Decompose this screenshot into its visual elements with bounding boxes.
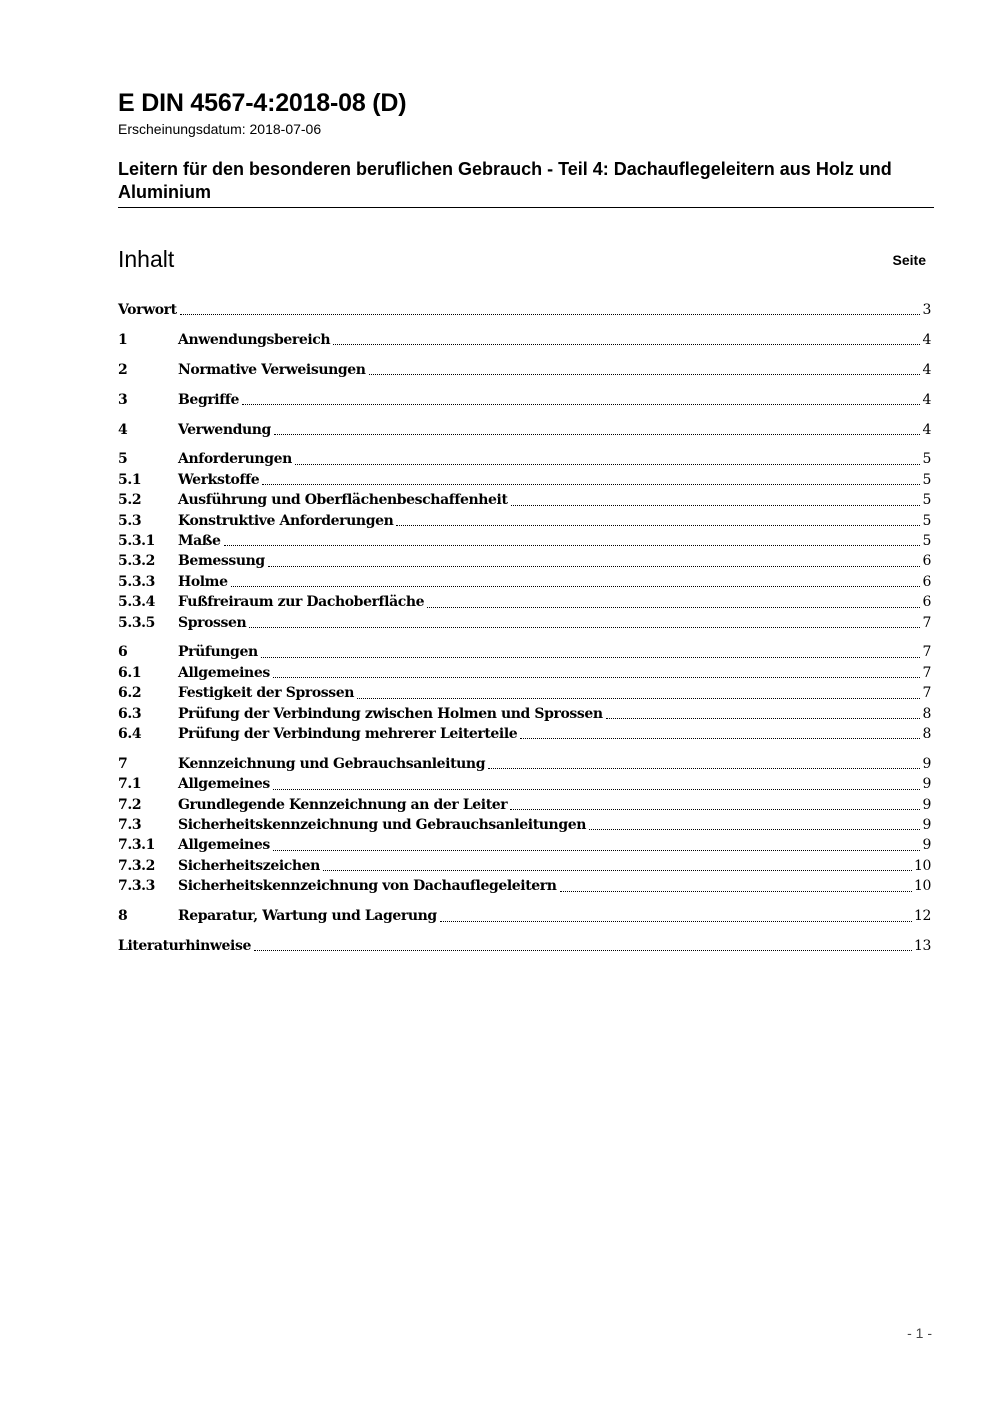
toc-entry-title: Vorwort [118, 302, 177, 318]
toc-entry-page: 7 [922, 685, 931, 702]
toc-leader [295, 463, 921, 465]
toc-entry-number: 7.3 [118, 817, 142, 834]
toc-entry-page: 10 [913, 878, 931, 895]
toc-leader [274, 433, 921, 435]
toc-entry-title: Prüfung der Verbindung mehrerer Leiterteile [178, 726, 518, 743]
toc-entry-title: Maße [178, 533, 221, 550]
toc-leader [249, 626, 920, 628]
toc-leader [396, 524, 920, 526]
toc-entry-page: 5 [922, 451, 931, 468]
toc-entry[interactable] [118, 906, 931, 926]
toc-entry-title: Festigkeit der Sprossen [178, 685, 355, 702]
toc-entry-page: 8 [922, 705, 931, 722]
toc-entry[interactable] [118, 470, 931, 490]
toc-entry-title: Begriffe [178, 391, 239, 408]
toc-entry-number: 2 [118, 361, 128, 378]
table-of-contents [118, 300, 931, 956]
toc-entry[interactable] [118, 835, 931, 855]
toc-heading-row [118, 244, 926, 276]
toc-entry-title: Allgemeines [178, 837, 270, 854]
toc-entry-number: 1 [118, 331, 128, 348]
toc-entry[interactable] [118, 663, 931, 683]
toc-entry-title: Sicherheitszeichen [178, 857, 320, 874]
toc-entry[interactable] [118, 531, 931, 551]
toc-entry-number: 5 [118, 451, 128, 468]
toc-entry-title: Verwendung [178, 421, 271, 438]
toc-entry-title: Werkstoffe [178, 471, 260, 488]
toc-entry-page: 3 [922, 302, 931, 318]
toc-entry-title: Konstruktive Anforderungen [178, 512, 394, 529]
toc-entry-title: Sicherheitskennzeichnung und Gebrauchsanleitungen [178, 817, 586, 834]
toc-entry-title: Allgemeines [178, 664, 270, 681]
toc-entry[interactable] [118, 704, 931, 724]
toc-entry[interactable] [118, 856, 931, 876]
toc-entry-title: Anwendungsbereich [178, 331, 331, 348]
page-column-label: Seite [892, 252, 926, 268]
toc-entry-page: 9 [922, 755, 931, 772]
toc-entry[interactable] [118, 551, 931, 571]
toc-leader [427, 606, 920, 608]
toc-entry-number: 6.4 [118, 726, 142, 743]
toc-entry-title: Holme [178, 573, 228, 590]
toc-entry[interactable] [118, 490, 931, 510]
toc-leader [369, 373, 921, 375]
toc-entry-title: Sicherheitskennzeichnung von Dachauflegeleitern [178, 878, 557, 895]
toc-entry[interactable] [118, 754, 931, 774]
toc-entry[interactable] [118, 592, 931, 612]
toc-entry-number: 7.3.3 [118, 878, 155, 895]
toc-entry[interactable] [118, 572, 931, 592]
toc-entry-page: 6 [922, 573, 931, 590]
toc-entry[interactable] [118, 420, 931, 440]
toc-leader [511, 504, 921, 506]
toc-entry-number: 6.1 [118, 664, 142, 681]
toc-entry-title: Anforderungen [178, 451, 292, 468]
toc-entry[interactable] [118, 511, 931, 531]
toc-entry-number: 5.3.3 [118, 573, 155, 590]
toc-leader [231, 585, 921, 587]
document-id: E DIN 4567-4:2018-08 (D) [118, 89, 407, 117]
toc-leader [560, 890, 912, 892]
toc-leader [273, 849, 921, 851]
toc-entry-page: 9 [922, 817, 931, 834]
toc-entry-number: 7 [118, 755, 128, 772]
toc-entry[interactable] [118, 642, 931, 662]
toc-entry-page: 9 [922, 796, 931, 813]
toc-entry-number: 5.3.4 [118, 594, 155, 611]
toc-entry-page: 6 [922, 594, 931, 611]
toc-entry-page: 12 [913, 908, 931, 925]
toc-entry-number: 5.3 [118, 512, 142, 529]
toc-leader [273, 676, 921, 678]
toc-leader [224, 544, 921, 546]
toc-entry-page: 9 [922, 776, 931, 793]
toc-leader [333, 343, 920, 345]
toc-entry-number: 5.3.1 [118, 533, 155, 550]
toc-leader [254, 949, 912, 951]
toc-entry-page: 10 [913, 857, 931, 874]
toc-entry-number: 5.3.5 [118, 614, 155, 631]
toc-entry-title: Ausführung und Oberflächenbeschaffenheit [178, 492, 508, 509]
toc-entry-number: 6 [118, 644, 128, 661]
toc-leader [262, 483, 920, 485]
toc-entry-page: 4 [922, 391, 931, 408]
toc-leader [261, 656, 921, 658]
toc-entry-number: 3 [118, 391, 128, 408]
toc-entry[interactable] [118, 876, 931, 896]
toc-leader [589, 828, 920, 830]
toc-entry-number: 7.1 [118, 776, 142, 793]
toc-entry-page: 4 [922, 421, 931, 438]
toc-entry-page: 5 [922, 492, 931, 509]
document-header [118, 88, 934, 137]
toc-leader [273, 788, 921, 790]
toc-entry-page: 7 [922, 644, 931, 661]
toc-entry[interactable] [118, 774, 931, 794]
toc-entry[interactable] [118, 300, 931, 320]
toc-entry[interactable] [118, 815, 931, 835]
toc-entry-number: 4 [118, 421, 128, 438]
publication-date: Erscheinungsdatum: 2018-07-06 [118, 121, 322, 137]
toc-entry-title: Prüfung der Verbindung zwischen Holmen und Sprossen [178, 705, 603, 722]
toc-leader [440, 920, 912, 922]
toc-heading: Inhalt [118, 246, 175, 272]
toc-leader [510, 808, 920, 810]
toc-entry-title: Bemessung [178, 553, 265, 570]
toc-entry-number: 6.2 [118, 685, 142, 702]
toc-entry-title: Normative Verweisungen [178, 361, 366, 378]
toc-entry-title: Sprossen [178, 614, 247, 631]
page-number: - 1 - [907, 1325, 932, 1341]
toc-entry-title: Prüfungen [178, 644, 258, 661]
toc-leader [180, 313, 921, 315]
toc-entry-number: 7.2 [118, 796, 142, 813]
toc-entry[interactable] [118, 683, 931, 703]
toc-leader [242, 403, 921, 405]
toc-entry-title: Allgemeines [178, 776, 270, 793]
toc-leader [520, 737, 920, 739]
toc-entry-number: 6.3 [118, 705, 142, 722]
toc-leader [357, 697, 920, 699]
toc-entry[interactable] [118, 360, 931, 380]
toc-entry-page: 7 [922, 614, 931, 631]
toc-entry-page: 8 [922, 726, 931, 743]
toc-leader [268, 565, 921, 567]
toc-entry-number: 7.3.1 [118, 837, 155, 854]
toc-entry-page: 7 [922, 664, 931, 681]
toc-leader [323, 869, 912, 871]
toc-entry-title: Grundlegende Kennzeichnung an der Leiter [178, 796, 508, 813]
toc-entry-page: 4 [922, 331, 931, 348]
toc-leader [488, 767, 920, 769]
toc-entry[interactable] [118, 449, 931, 469]
toc-entry-number: 5.1 [118, 471, 142, 488]
toc-entry[interactable] [118, 390, 931, 410]
toc-entry[interactable] [118, 724, 931, 744]
toc-entry-number: 5.3.2 [118, 553, 155, 570]
toc-leader [606, 717, 921, 719]
toc-entry-page: 13 [913, 938, 931, 955]
toc-entry-page: 5 [922, 533, 931, 550]
toc-entry-page: 4 [922, 361, 931, 378]
toc-entry-page: 9 [922, 837, 931, 854]
toc-entry-page: 5 [922, 512, 931, 529]
toc-entry-number: 8 [118, 908, 128, 925]
toc-entry-title: Fußfreiraum zur Dachoberfläche [178, 594, 425, 611]
toc-entry-title: Literaturhinweise [118, 938, 251, 955]
toc-entry[interactable] [118, 330, 931, 350]
toc-entry-page: 6 [922, 553, 931, 570]
toc-entry[interactable] [118, 613, 931, 633]
toc-entry[interactable] [118, 795, 931, 815]
toc-entry-number: 7.3.2 [118, 857, 155, 874]
toc-entry-title: Reparatur, Wartung und Lagerung [178, 908, 437, 925]
toc-entry-title: Kennzeichnung und Gebrauchsanleitung [178, 755, 486, 772]
toc-entry[interactable] [118, 936, 931, 956]
toc-entry-page: 5 [922, 471, 931, 488]
toc-entry-number: 5.2 [118, 492, 142, 509]
document-title: Leitern für den besonderen beruflichen Gebrauch - Teil 4: Dachauflegeleitern aus Holz und Aluminium [118, 158, 934, 208]
